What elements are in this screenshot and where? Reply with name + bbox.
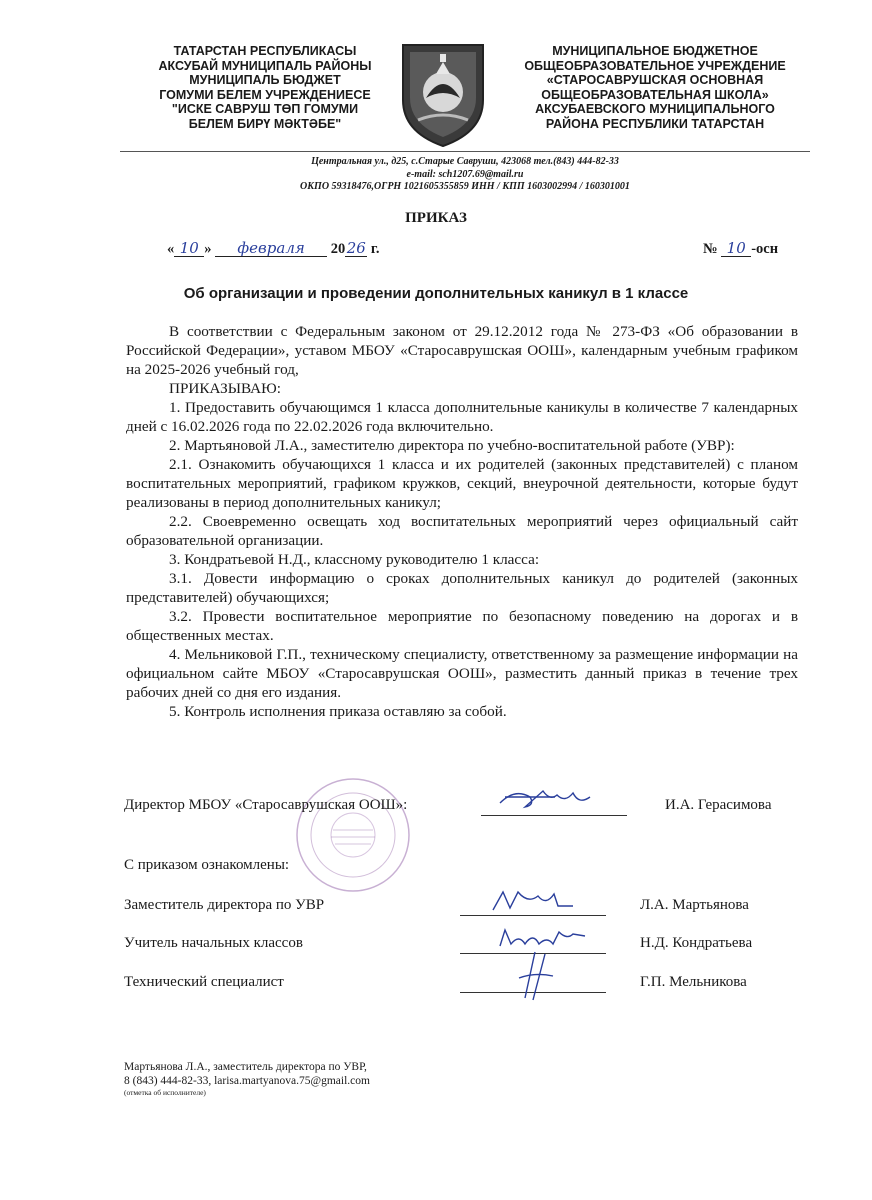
body-paragraph: 2. Мартьяновой Л.А., заместителю директора по учебно-воспитательной работе (УВР):: [169, 437, 735, 454]
date-month: февраля: [215, 240, 327, 257]
contacts-block: [200, 156, 730, 194]
body-paragraph: 2.2. Своевременно освещать ход воспитательных мероприятий через официальный сайт образовательной организации.: [126, 513, 798, 549]
header-right-line: ОБЩЕОБРАЗОВАТЕЛЬНАЯ ШКОЛА»: [541, 87, 769, 102]
signer-role: Заместитель директора по УВР: [124, 897, 325, 913]
header-left-line: МУНИЦИПАЛЬ БЮДЖЕТ: [189, 73, 341, 87]
date-quote-close: »: [204, 241, 212, 257]
date-year-end: г.: [367, 241, 380, 257]
header-left-line: БЕЛЕМ БИРҮ МӘКТӘБЕ": [188, 116, 342, 131]
header-divider: [120, 151, 810, 152]
number-value: 10: [721, 240, 751, 257]
header-right-block: [505, 44, 805, 131]
signer-name: Н.Д. Кондратьева: [640, 935, 753, 951]
director-name: И.А. Герасимова: [665, 797, 772, 813]
header-left-line: ТАТАРСТАН РЕСПУБЛИКАСЫ: [173, 44, 357, 58]
body-paragraph: ПРИКАЗЫВАЮ:: [169, 380, 281, 397]
order-body: [126, 322, 798, 721]
director-signature: [495, 783, 595, 817]
header-right-line: РАЙОНА РЕСПУБЛИКИ ТАТАРСТАН: [545, 116, 765, 131]
body-paragraph: 4. Мельниковой Г.П., техническому специалисту, ответственному за размещение информации на официальном сайте МБОУ «Старосаврушская ООШ», разместить данный приказ в течение трех рабочих дней со дня его издания.: [126, 646, 798, 701]
header-left-line: АКСУБАЙ МУНИЦИПАЛЬ РАЙОНЫ: [158, 58, 372, 73]
executor-name: Мартьянова Л.А., заместитель директора по УВР,: [124, 1061, 367, 1073]
signer-role: Учитель начальных классов: [124, 935, 303, 951]
date-day: 10: [174, 240, 204, 257]
body-paragraph: В соответствии с Федеральным законом от 29.12.2012 года № 273-ФЗ «Об образовании в Российской Федерации», уставом МБОУ «Старосаврушская ООШ», календарным учебным графиком на 2025-2026 учебный год,: [126, 323, 798, 378]
contact-email: e-mail: sch1207.69@mail.ru: [406, 168, 524, 180]
executor-contacts: 8 (843) 444-82-33, larisa.martyanova.75@gmail.com: [124, 1074, 370, 1087]
executor-note: (отметка об исполнителе): [124, 1088, 206, 1097]
order-heading: ПРИКАЗ: [405, 210, 467, 226]
header-left-line: ГОМУМИ БЕЛЕМ УЧРЕЖДЕНИЕСЕ: [159, 87, 371, 102]
signer-name: Г.П. Мельникова: [640, 974, 747, 990]
body-paragraph: 1. Предоставить обучающимся 1 класса дополнительные каникулы в количестве 7 календарных дней с 16.02.2026 года по 22.02.2026 года включительно.: [126, 399, 798, 435]
director-label: Директор МБОУ «Старосаврушская ООШ»:: [124, 797, 408, 813]
number-label: №: [703, 241, 718, 257]
school-stamp: [293, 775, 413, 895]
signer-signature: [488, 884, 578, 918]
acquainted-label: С приказом ознакомлены:: [124, 857, 290, 873]
header-left-line: "ИСКЕ САВРУШ ТӨП ГОМУМИ: [171, 102, 359, 116]
date-quote-open: «: [167, 241, 175, 257]
header-right-line: АКСУБАЕВСКОГО МУНИЦИПАЛЬНОГО: [535, 102, 775, 116]
date-year-suffix: 26: [346, 239, 366, 257]
executor-footer: [124, 1061, 370, 1098]
body-paragraph: 5. Контроль исполнения приказа оставляю за собой.: [169, 703, 507, 720]
body-paragraph: 2.1. Ознакомить обучающихся 1 класса и их родителей (законных представителей) с планом воспитательных мероприятий, графиком кружков, секций, внеурочной деятельности, которые будут реализованы в период дополнительных каникул;: [126, 456, 798, 511]
body-paragraph: 3.2. Провести воспитательное мероприятие по безопасному поведению на дорогах и в общественных местах.: [126, 608, 798, 644]
body-paragraph: 3.1. Довести информацию о сроках дополнительных каникул до родителей (законных представителей) обучающихся;: [126, 570, 798, 606]
header-left-block: [140, 44, 390, 131]
order-title: Об организации и проведении дополнительных каникул в 1 классе: [183, 285, 689, 302]
contact-address: Центральная ул., д25, с.Старые Савруши, 423068 тел.(843) 444-82-33: [311, 156, 619, 167]
header-right-line: ОБЩЕОБРАЗОВАТЕЛЬНОЕ УЧРЕЖДЕНИЕ: [524, 58, 786, 73]
coat-of-arms-emblem: [398, 40, 488, 150]
body-paragraph: 3. Кондратьевой Н.Д., классному руководителю 1 класса:: [169, 551, 540, 568]
header-right-line: МУНИЦИПАЛЬНОЕ БЮДЖЕТНОЕ: [552, 44, 758, 58]
date-year-prefix: 20: [330, 241, 346, 257]
order-date: [167, 240, 379, 258]
signer-role: Технический специалист: [124, 974, 284, 990]
order-number: [703, 240, 778, 258]
signer-name: Л.А. Мартьянова: [640, 897, 749, 913]
contact-registration: ОКПО 59318476,ОГРН 1021605355859 ИНН / КПП 1603002994 / 160301001: [300, 181, 630, 192]
number-suffix: -осн: [751, 241, 779, 257]
signer-signature: [505, 948, 565, 1004]
header-right-line: «СТАРОСАВРУШСКАЯ ОСНОВНАЯ: [546, 73, 764, 87]
